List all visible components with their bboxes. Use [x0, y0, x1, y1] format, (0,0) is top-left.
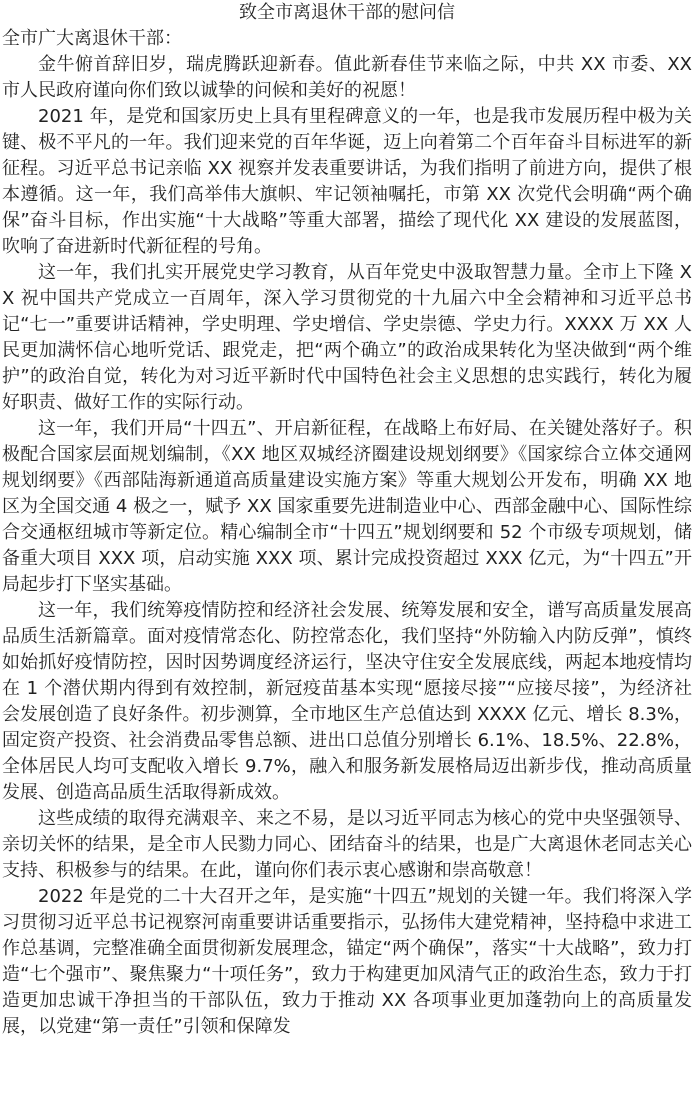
letter-title: 致全市离退休干部的慰问信: [239, 2, 455, 23]
salutation: 全市广大离退休干部：: [2, 28, 182, 49]
paragraph-new-year-greeting: 金牛俯首辞旧岁，瑞虎腾跃迎新春。值此新春佳节来临之际，中共 XX 市委、XX 市人民政府谨向你们致以诚挚的问候和美好的祝愿！: [2, 54, 692, 101]
paragraph-fourteenth-five-year-plan: 这一年，我们开局“十四五”、开启新征程，在战略上布好局、在关键处落好子。积极配合国家层面规划编制，《XX 地区双城经济圈建设规划纲要》《国家综合立体交通网规划纲要》《西部陆海新通道高质量建设实施方案》等重大规划公开发布，明确 XX 地区为全国交通 4 极之一，赋予 XX 国家重要先进制造业中心、西部金融中心、国际性综合交通枢纽城市等新定位。精心编制全市“十四五”规划纲要和 52 个市级专项规划，储备重大项目 XXX 项，启动实施 XXX 项、累计完成投资超过 XXX 亿元，为“十四五”开局起步打下坚实基础。: [2, 418, 692, 595]
paragraph-2022-outlook: 2022 年是党的二十大召开之年，是实施“十四五”规划的关键一年。我们将深入学习贯彻习近平总书记视察河南重要讲话重要指示，弘扬伟大建党精神，坚持稳中求进工作总基调，完整准确全面贯彻新发展理念，锚定“两个确保”，落实“十大战略”，致力打造“七个强市”、聚焦聚力“十项任务”，致力于构建更加风清气正的政治生态，致力于打造更加忠诚干净担当的干部队伍，致力于推动 XX 各项事业更加蓬勃向上的高质量发展，以党建“第一责任”引领和保障发: [2, 886, 692, 1037]
paragraph-gratitude: 这些成绩的取得充满艰辛、来之不易，是以习近平同志为核心的党中央坚强领导、亲切关怀的结果，是全市人民勠力同心、团结奋斗的结果，也是广大离退休老同志关心支持、积极参与的结果。在此，谨向你们表示衷心感谢和崇高敬意！: [2, 808, 692, 881]
paragraph-party-history-education: 这一年，我们扎实开展党史学习教育，从百年党史中汲取智慧力量。全市上下隆 XX 祝中国共产党成立一百周年，深入学习贯彻党的十九届六中全会精神和习近平总书记“七一”重要讲话精神，学史明理、学史增信、学史崇德、学史力行。XXXX 万 XX 人民更加满怀信心地听党话、跟党走，把“两个确立”的政治成果转化为坚决做到“两个维护”的政治自觉，转化为对习近平新时代中国特色社会主义思想的忠实践行，转化为履好职责、做好工作的实际行动。: [2, 262, 692, 413]
paragraph-epidemic-and-economy: 这一年，我们统筹疫情防控和经济社会发展、统筹发展和安全，谱写高质量发展高品质生活新篇章。面对疫情常态化、防控常态化，我们坚持“外防输入内防反弹”，慎终如始抓好疫情防控，因时因势调度经济运行，坚决守住安全发展底线，两起本地疫情均在 1 个潜伏期内得到有效控制，新冠疫苗基本实现“愿接尽接”“应接尽接”，为经济社会发展创造了良好条件。初步测算，全市地区生产总值达到 XXXX 亿元、增长 8.3%，固定资产投资、社会消费品零售总额、进出口总值分别增长 6.1%、18.5%、22.8%，全体居民人均可支配收入增长 9.7%，融入和服务新发展格局迈出新步伐，推动高质量发展、创造高品质生活取得新成效。: [2, 600, 692, 803]
paragraph-2021-overview: 2021 年，是党和国家历史上具有里程碑意义的一年，也是我市发展历程中极为关键、极不平凡的一年。我们迎来党的百年华诞，迈上向着第二个百年奋斗目标进军的新征程。习近平总书记亲临 XX 视察并发表重要讲话，为我们指明了前进方向，提供了根本遵循。这一年，我们高举伟大旗帜、牢记领袖嘱托，市第 XX 次党代会明确“两个确保”奋斗目标，作出实施“十大战略”等重大部署，描绘了现代化 XX 建设的发展蓝图，吹响了奋进新时代新征程的号角。: [2, 106, 692, 257]
